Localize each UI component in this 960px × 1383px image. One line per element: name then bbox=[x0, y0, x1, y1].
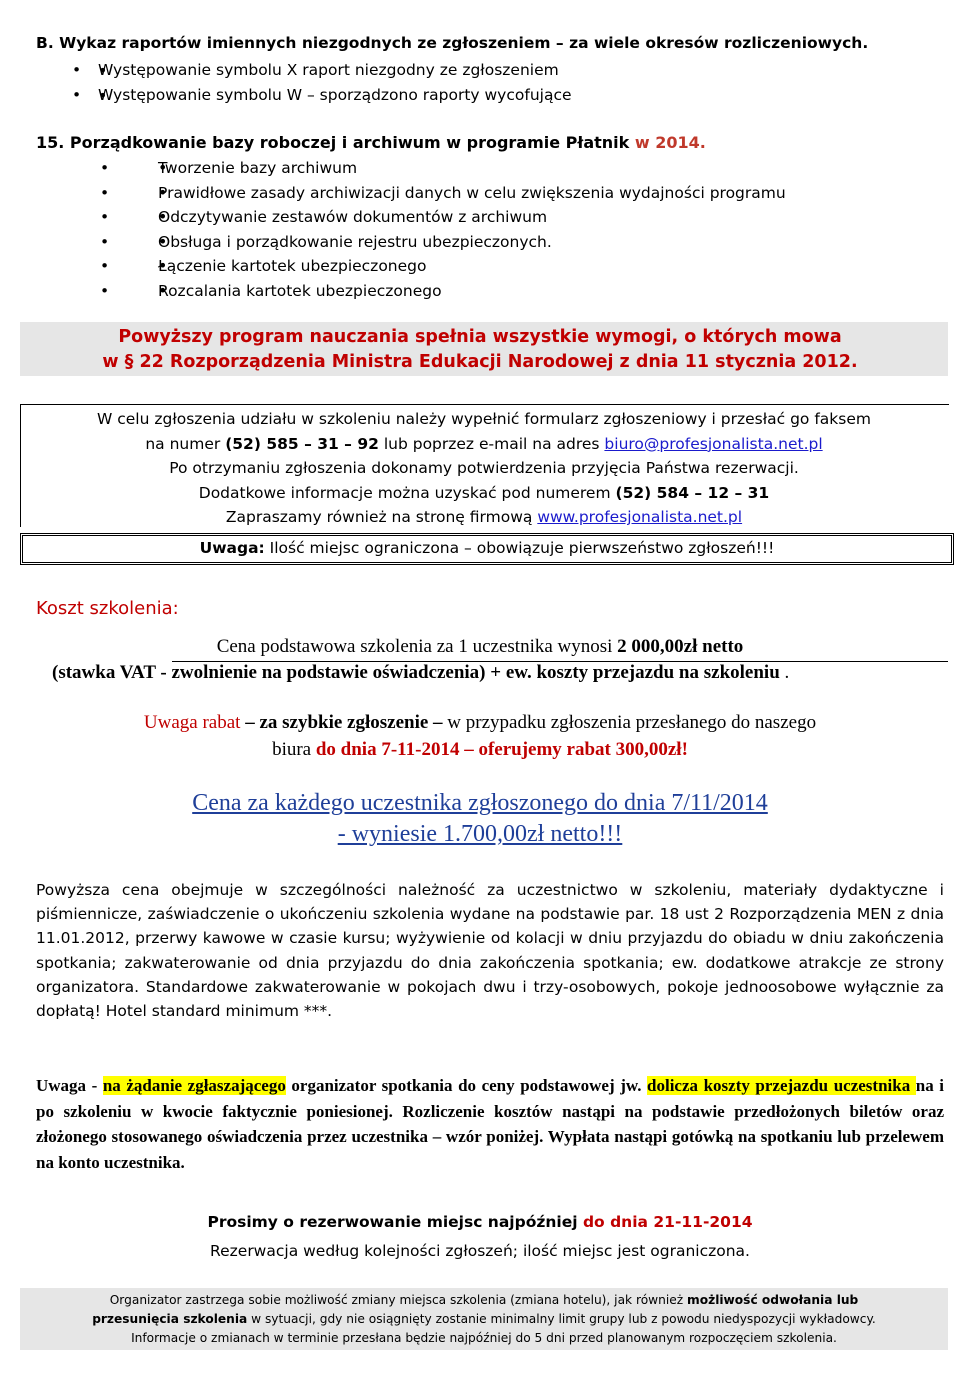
section-15-title-year: w 2014. bbox=[629, 133, 706, 152]
notice-text bbox=[20, 539, 954, 557]
fax-number: (52) 585 – 31 – 92 bbox=[225, 434, 379, 453]
reservation-deadline: do dnia 21-11-2014 bbox=[582, 1213, 753, 1231]
promo-line-1: Cena za każdego uczestnika zgłoszonego do dnia 7/11/2014 bbox=[192, 790, 768, 816]
contact-line-1: W celu zgłoszenia udziału w szkoleniu należy wypełnić formularz zgłoszeniowy i przesłać go faksem bbox=[97, 410, 871, 428]
footer-line-1-pre: Organizator zastrzega sobie możliwość zmiany miejsca szkolenia (zmiana hotelu), jak również bbox=[109, 1293, 688, 1307]
footer-line-1-bold: możliwość odwołania lub bbox=[687, 1293, 859, 1307]
footer-text bbox=[20, 1291, 948, 1348]
footer-line-2 bbox=[20, 1310, 948, 1329]
contact-line-2-mid: lub poprzez e-mail na adres bbox=[378, 434, 605, 453]
contact-line-5-pre: Zapraszamy również na stronę firmową bbox=[225, 508, 538, 526]
discount-line-1 bbox=[0, 709, 960, 736]
travel-highlight-2: dolicza koszty przejazdu uczestnika bbox=[647, 1076, 916, 1095]
list-item-text: Obsługa i porządkowanie rejestru ubezpieczonych. bbox=[158, 232, 552, 251]
contact-line-3: Po otrzymaniu zgłoszenia dokonamy potwierdzenia przyjęcia Państwa rezerwacji. bbox=[169, 459, 799, 477]
section-15-list bbox=[100, 156, 786, 303]
section-b-title bbox=[36, 34, 868, 52]
requirements-line-1: Powyższy program nauczania spełnia wszystkie wymogi, o których mowa bbox=[118, 327, 842, 347]
reservation-line-1-pre: Prosimy o rezerwowanie miejsc najpóźniej bbox=[207, 1213, 583, 1231]
contact-line-4-pre: Dodatkowe informacje można uzyskać pod numerem bbox=[198, 483, 616, 502]
notice-label: Uwaga: bbox=[199, 539, 265, 557]
discount-bold: – za szybkie zgłoszenie – bbox=[240, 712, 448, 733]
list-item-text: Tworzenie bazy archiwum bbox=[158, 159, 358, 177]
section-b-list bbox=[72, 58, 572, 108]
requirements-text bbox=[0, 325, 960, 375]
list-item: • • Występowanie symbolu X raport niezgodny ze zgłoszeniem bbox=[98, 58, 572, 83]
requirements-line-2: w § 22 Rozporządzenia Ministra Edukacji Narodowej z dnia 11 stycznia 2012. bbox=[102, 352, 858, 372]
cost-line-1 bbox=[0, 636, 960, 658]
discount-text bbox=[0, 709, 960, 763]
notice-body: Ilość miejsc ograniczona – obowiązuje pierwszeństwo zgłoszeń!!! bbox=[264, 539, 775, 557]
phone-number: (52) 584 – 12 – 31 bbox=[615, 483, 770, 502]
list-item: • • Obsługa i porządkowanie rejestru ubezpieczonych. bbox=[158, 230, 786, 255]
section-b-title-text: B. Wykaz raportów imiennych niezgodnych ze zgłoszeniem – za wiele okresów rozliczeniowych. bbox=[36, 34, 869, 52]
footer-line-1 bbox=[20, 1291, 948, 1310]
promo-line-2: - wyniesie 1.700,00zł netto!!! bbox=[337, 821, 623, 847]
footer-line-3: Informacje o zmianach w terminie przesłana będzie najpóźniej do 5 dni przed planowanym rozpoczęciem szkolenia. bbox=[131, 1331, 837, 1345]
travel-paragraph bbox=[36, 1073, 944, 1175]
cost-price: 2 000,00zł netto bbox=[617, 636, 744, 657]
website-link[interactable]: www.profesjonalista.net.pl bbox=[537, 508, 743, 526]
discount-label: Uwaga rabat bbox=[143, 712, 241, 733]
cost-line-1-pre: Cena podstawowa szkolenia za 1 uczestnika wynosi bbox=[216, 636, 618, 657]
travel-highlight-1: na żądanie zgłaszającego bbox=[102, 1076, 286, 1095]
travel-p2: organizator spotkania do ceny podstawowej jw. bbox=[285, 1076, 648, 1095]
travel-p1: Uwaga - bbox=[36, 1076, 103, 1095]
discount-line-2-pre: biura bbox=[272, 739, 316, 760]
section-15-title-main: 15. Porządkowanie bazy roboczej i archiwum w programie Płatnik bbox=[36, 133, 630, 152]
list-item: • • Występowanie symbolu W – sporządzono raporty wycofujące bbox=[98, 83, 572, 108]
list-item-text: Łączenie kartotek ubezpieczonego bbox=[158, 257, 427, 275]
list-item: • • Rozcalania kartotek ubezpieczonego bbox=[158, 279, 786, 304]
cost-line-2-text: (stawka VAT - zwolnienie na podstawie oświadczenia) + ew. koszty przejazdu na szkoleniu bbox=[52, 662, 780, 683]
reservation-text bbox=[0, 1208, 960, 1266]
contact-line-5 bbox=[20, 505, 948, 530]
cost-line-2-end: . bbox=[779, 662, 790, 683]
email-link[interactable]: biuro@profesjonalista.net.pl bbox=[604, 434, 823, 453]
list-item: • • Tworzenie bazy archiwum bbox=[158, 156, 786, 181]
list-item-text: Występowanie symbolu X raport niezgodny ze zgłoszeniem bbox=[98, 61, 559, 79]
list-item: • • Odczytywanie zestawów dokumentów z archiwum bbox=[158, 205, 786, 230]
list-item-text: Rozcalania kartotek ubezpieczonego bbox=[158, 281, 442, 300]
list-item-text: Odczytywanie zestawów dokumentów z archiwum bbox=[158, 208, 548, 226]
cost-heading: Koszt szkolenia: bbox=[36, 598, 179, 619]
reservation-line-1 bbox=[0, 1208, 960, 1237]
list-item: • • Łączenie kartotek ubezpieczonego bbox=[158, 254, 786, 279]
discount-line-2 bbox=[0, 736, 960, 763]
cost-line-2 bbox=[52, 662, 789, 684]
contact-line-2-pre: na numer bbox=[145, 434, 226, 453]
list-item-text: Występowanie symbolu W – sporządzono raporty wycofujące bbox=[98, 86, 572, 104]
reservation-line-2: Rezerwacja według kolejności zgłoszeń; ilość miejsc jest ograniczona. bbox=[210, 1242, 750, 1260]
discount-line-2-red: do dnia 7-11-2014 – oferujemy rabat 300,00zł! bbox=[315, 739, 688, 760]
includes-paragraph: Powyższa cena obejmuje w szczególności należność za uczestnictwo w szkoleniu, materiały dydaktyczne i piśmiennicze, zaświadczenie o ukończeniu szkolenia wydane na podstawie par. 18 ust 2 Rozporządzenia MEN z dnia 11.01.2012, przerwy kawowe w czasie kursu; wyżywienie od kolacji w dniu przyjazdu do obiadu w dniu zakończenia spotkania; zakwaterowanie od dnia przyjazdu do dnia zakończenia spotkania; ew. dodatkowe atrakcje ze strony organizatora. Standardowe zakwaterowanie w pokojach dwu i trzy-osobowych, pokoje jednoosobowe wyłącznie za dopłatą! Hotel standard minimum ***. bbox=[36, 881, 944, 1021]
contact-line-2 bbox=[20, 432, 948, 457]
footer-line-2-rest: w sytuacji, gdy nie osiągnięty zostanie minimalny limit grupy lub z powodu niedyspozycji wykładowcy. bbox=[247, 1312, 876, 1326]
section-15-title bbox=[36, 133, 706, 152]
discount-rest: w przypadku zgłoszenia przesłanego do naszego bbox=[447, 712, 817, 733]
promo-price bbox=[0, 788, 960, 850]
list-item-text: Prawidłowe zasady archiwizacji danych w celu zwiększenia wydajności programu bbox=[158, 183, 786, 202]
travel-p3: na i po szkoleniu w kwocie faktycznie poniesionej. Rozliczenie kosztów nastąpi na podstawie przedłożonych biletów oraz złożonego stosowanego oświadczenia przez uczestnika – wzór poniżej. Wypłata nastąpi gotówką na spotkaniu lub przelewem na konto uczestnika. bbox=[36, 1076, 945, 1172]
contact-text bbox=[20, 407, 948, 530]
list-item: • • Prawidłowe zasady archiwizacji danych w celu zwiększenia wydajności programu bbox=[158, 181, 786, 206]
footer-line-2-bold: przesunięcia szkolenia bbox=[92, 1312, 248, 1326]
contact-line-4 bbox=[20, 481, 948, 506]
